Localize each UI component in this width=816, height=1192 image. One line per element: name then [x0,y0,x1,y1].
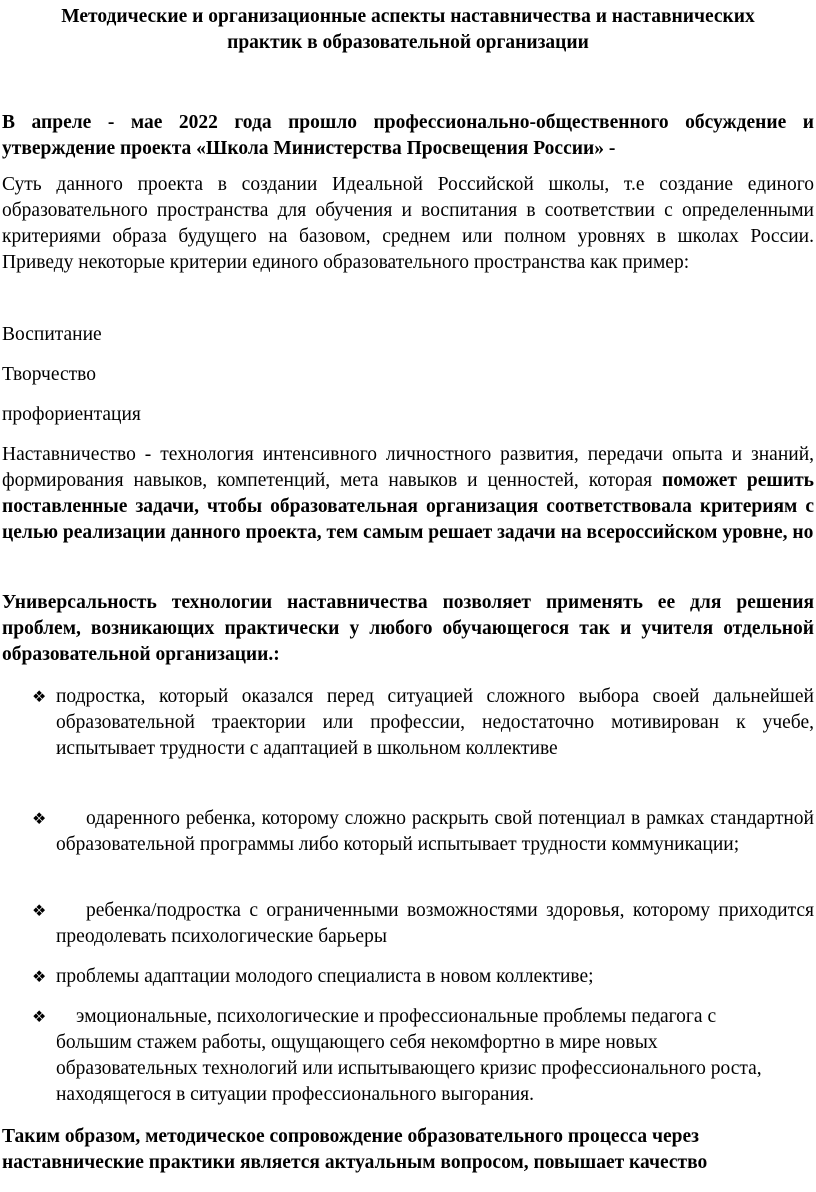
criteria-item-upbringing: Воспитание [2,324,102,345]
title-line-1: Методические и организационные аспекты наставничества и наставнических [61,6,755,27]
list-item-text: подростка, который оказался перед ситуацией сложного выбора своей дальнейшей образовательной траектории или профессии, недостаточно мотивирован к учебе, испытывает трудности с адаптацией в школьном коллективе [56,686,814,759]
list-item [32,964,814,990]
list-item-text-content: ребенка/подростка с ограниченными возможностями здоровья, которому приходится преодолевать психологические барьеры [56,900,814,947]
universality-paragraph: Универсальность технологии наставничества позволяет применять ее для решения проблем, возникающих практически у любого обучающегося так и учителя отдельной образовательной организации.: [2,592,814,665]
conclusion-paragraph: Таким образом, методическое сопровождение образовательного процесса через наставнические практики является актуальным вопросом, повышает качество [2,1126,708,1173]
project-description-paragraph: Суть данного проекта в создании Идеальной Российской школы, т.е создание единого образовательного пространства для обучения и воспитания в соответствии с определенными критериями образа будущего на базовом, среднем или полном уровнях в школах России. Приведу некоторые критерии единого образовательного пространства как пример: [2,174,814,273]
list-item [32,898,814,950]
list-item-text-content: одаренного ребенка, которому сложно раскрыть свой потенциал в рамках стандартной образовательной программы либо который испытывает трудности коммуникации; [56,808,814,855]
list-item-text [56,806,814,858]
list-item-text-content: эмоциональные, психологические и профессиональные проблемы педагога с большим стажем работы, ощущающего себя некомфортно в мире новых образовательных технологий или испытывающего кризис профессионального роста, находящегося в ситуации профессионального выгорания. [56,1006,762,1105]
mentoring-paragraph-bold: поможет решить поставленные задачи, чтобы образовательная организация соответствовала критериям с целью реализации данного проекта, тем самым решает задачи на всероссийском уровне, но [2,470,814,543]
diamond-bullet-icon: ❖ [32,901,47,920]
diamond-bullet-icon: ❖ [32,1007,47,1026]
diamond-bullet-icon: ❖ [32,687,47,706]
mentoring-paragraph-regular: Наставничество - технология интенсивного личностного развития, передачи опыта и знаний, формирования навыков, компетенций, мета навыков и ценностей, которая [2,444,814,491]
document-title [0,4,816,56]
mentoring-paragraph [2,442,814,546]
criteria-item-creativity: Творчество [2,364,96,385]
list-item-text [56,1004,796,1108]
diamond-bullet-icon: ❖ [32,967,47,986]
criteria-item-career-guidance: профориентация [2,404,141,425]
diamond-bullet-icon: ❖ [32,809,47,828]
list-item [32,806,814,884]
list-item [32,684,814,788]
list-item-text [56,898,814,950]
intro-paragraph: В апреле - мае 2022 года прошло профессионально-общественного обсуждение и утверждение проекта «Школа Министерства Просвещения России» - [2,112,814,159]
list-item [32,1004,814,1108]
title-line-2: практик в образовательной организации [227,32,589,53]
list-item-text: проблемы адаптации молодого специалиста в новом коллективе; [56,966,594,987]
